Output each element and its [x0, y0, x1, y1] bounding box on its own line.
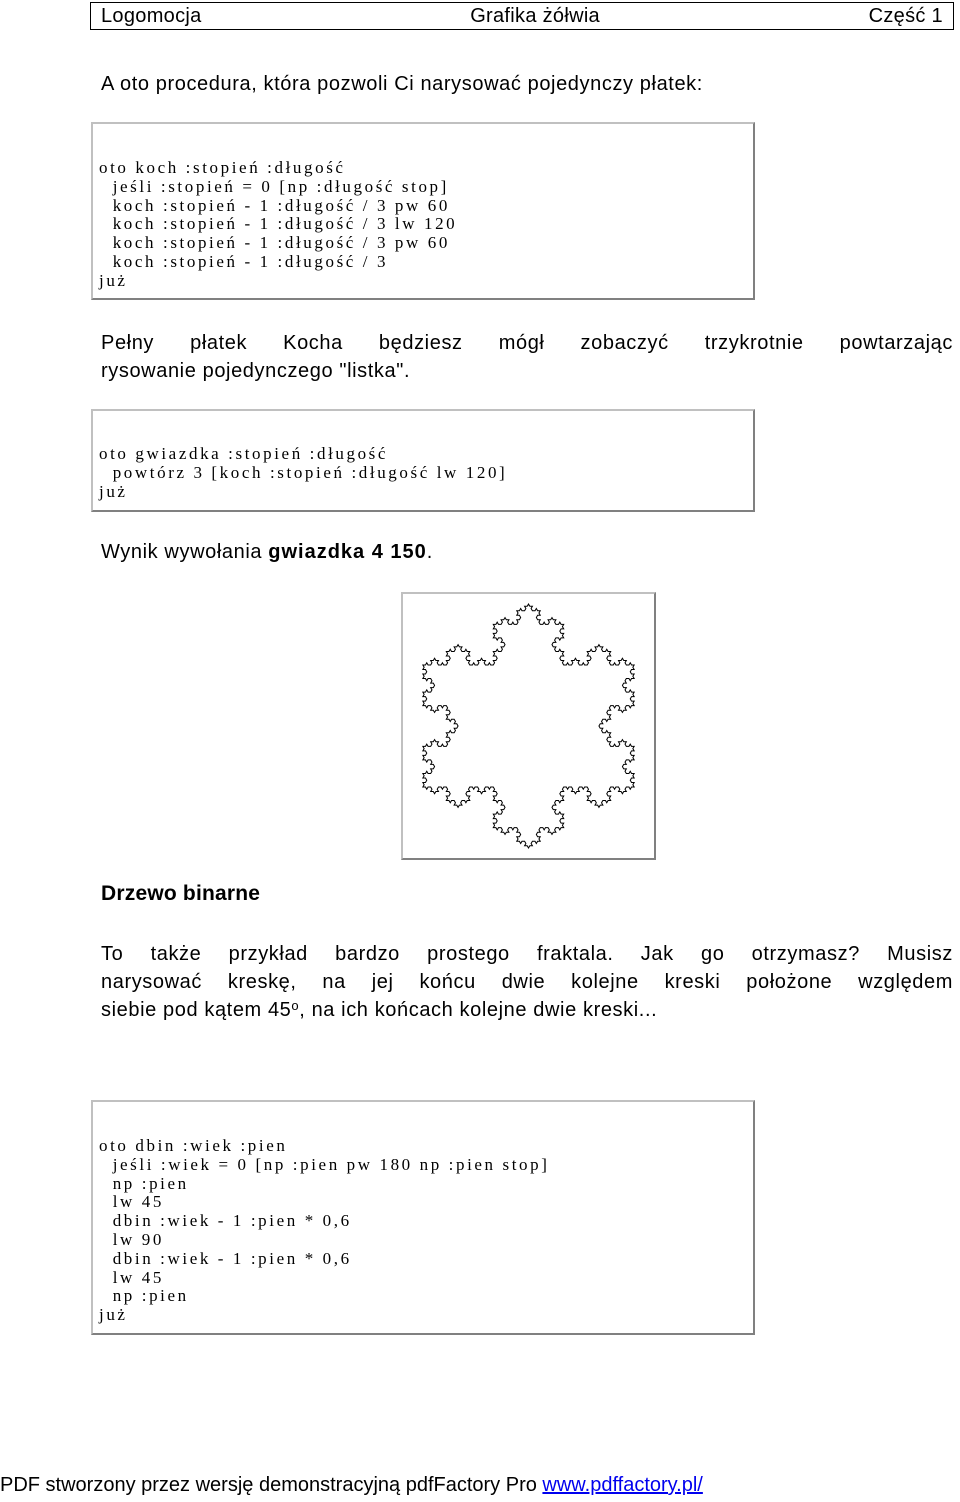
pdf-footer: PDF stworzony przez wersję demonstracyjną pdfFactory Pro www.pdffactory.pl/: [0, 1474, 703, 1496]
header-center: Grafika żółwia: [470, 4, 600, 27]
paragraph-full-snowflake: [101, 329, 953, 385]
degree-sign: o: [291, 998, 300, 1013]
page-header: [90, 2, 954, 30]
paragraph1-line1: Pełny płatek Kocha będziesz mógł zobaczyć trzykrotnie powtarzając: [101, 332, 953, 354]
paragraph-binary-tree: [101, 940, 953, 1024]
intro-text: A oto procedura, która pozwoli Ci narysować pojedynczy płatek:: [101, 73, 703, 95]
paragraph1-line2: rysowanie pojedynczego "listka".: [101, 360, 411, 382]
paragraph2-line2: narysować kreskę, na jej końcu dwie kolejne kreski położone względem: [101, 971, 953, 993]
section-title: Drzewo binarne: [101, 882, 261, 905]
koch-snowflake-icon: [403, 594, 654, 858]
code-box-dbin: [91, 1100, 755, 1335]
code-gwiazdka: oto gwiazdka :stopień :długość powtórz 3 [koch :stopień :długość lw 120] już: [99, 444, 508, 501]
header-left: Logomocja: [101, 4, 202, 27]
code-koch: oto koch :stopień :długość jeśli :stopień = 0 [np :długość stop] koch :stopień - 1 :długość / 3 pw 60 koch :stopień - 1 :długość / 3 lw 120 koch :stopień - 1 :długość / 3 pw 60 koch :stopień - 1 :długość / 3 już: [99, 158, 458, 290]
code-box-koch: [91, 122, 755, 300]
code-box-gwiazdka: [91, 409, 755, 512]
footer-link[interactable]: www.pdffactory.pl/: [542, 1474, 703, 1496]
code-dbin: oto dbin :wiek :pien jeśli :wiek = 0 [np :pien pw 180 np :pien stop] np :pien lw 45 dbin :wiek - 1 :pien * 0,6 lw 90 dbin :wiek - 1 :pien * 0,6 lw 45 np :pien już: [99, 1136, 550, 1325]
snowflake-path: [423, 604, 634, 848]
header-right: Część 1: [868, 4, 943, 27]
koch-snowflake-figure: [401, 592, 656, 860]
result-caption: Wynik wywołania gwiazdka 4 150.: [101, 541, 433, 563]
paragraph2-line1: To także przykład bardzo prostego fraktala. Jak go otrzymasz? Musisz: [101, 943, 953, 965]
result-command: gwiazdka 4 150: [268, 541, 427, 563]
paragraph2-line3: siebie pod kątem 45$^o$, na ich końcach kolejne dwie kreski...: [101, 998, 658, 1021]
